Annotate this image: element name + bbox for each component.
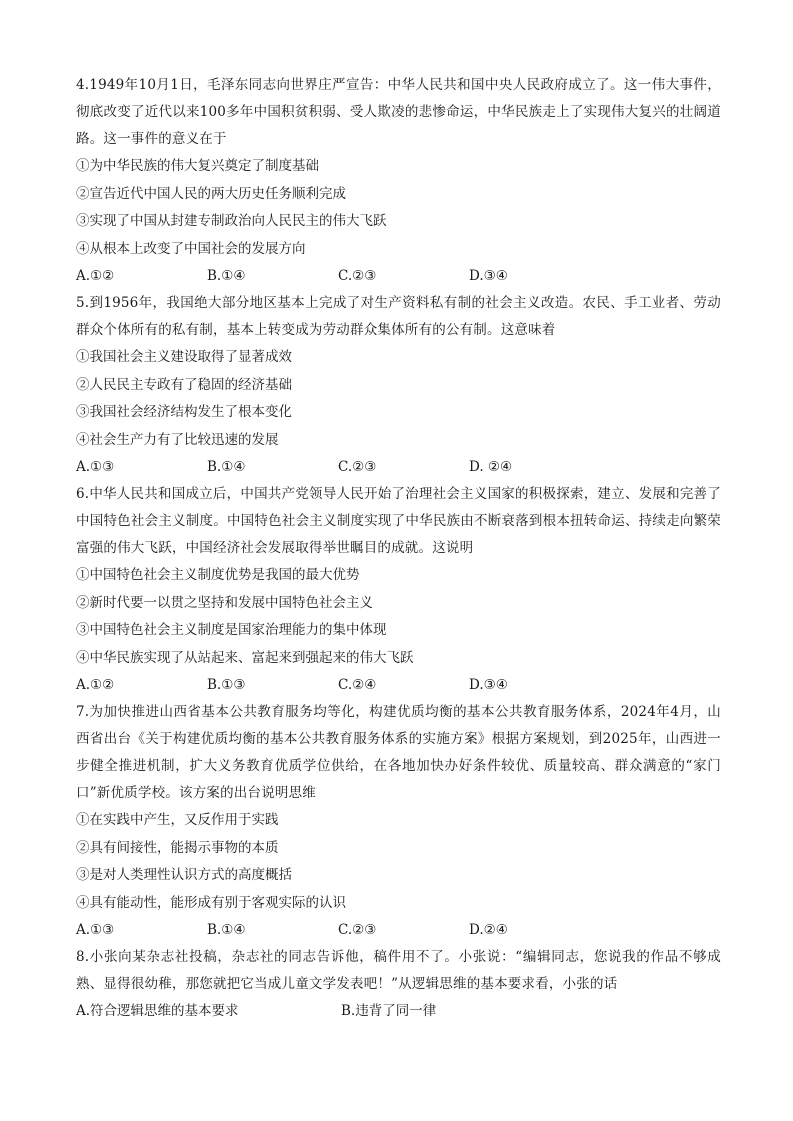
choice-d: D. ②④ — [469, 459, 513, 475]
question-stem: 6.中华人民共和国成立后，中国共产党领导人民开始了治理社会主义国家的积极探索，建立、发展和完善了中国特色社会主义制度。中国特色社会主义制度实现了中华民族由不断衰落到根本扭转命运、持续走向繁荣富强的伟大飞跃，中国经济社会发展取得举世瞩目的成就。这说明 — [76, 486, 721, 556]
choice-d: D.③④ — [469, 677, 508, 693]
question-stem: 8.小张向某杂志社投稿，杂志社的同志告诉他，稿件用不了。小张说：“编辑同志，您说我的作品不够成熟、显得很幼稚，那您就把它当成儿童文学发表吧！”从逻辑思维的基本要求看，小张的话 — [76, 949, 721, 992]
option-statement: ②新时代要一以贯之坚持和发展中国特色社会主义 — [76, 594, 373, 611]
option-statement: ③我国社会经济结构发生了根本变化 — [76, 404, 292, 420]
choice-a: A.①② — [76, 677, 115, 693]
option-statement: ④从根本上改变了中国社会的发展方向 — [76, 240, 306, 257]
choice-c: C.②③ — [338, 268, 377, 284]
answer-choices — [76, 998, 721, 1025]
option-statement: ①在实践中产生，又反作用于实践 — [76, 812, 279, 828]
question-stem: 5.到1956年，我国绝大部分地区基本上完成了对生产资料私有制的社会主义改造。农民、手工业者、劳动群众个体所有的私有制，基本上转变成为劳动群众集体所有的公有制。这意味着 — [76, 295, 721, 338]
choice-d: D.②④ — [469, 922, 508, 938]
question-6 — [76, 481, 721, 699]
answer-choices — [76, 917, 721, 944]
question-5 — [76, 290, 721, 481]
option-statement: ②宣告近代中国人民的两大历史任务顺利完成 — [76, 185, 346, 202]
option-statement: ①中国特色社会主义制度优势是我国的最大优势 — [76, 567, 360, 583]
choice-a: A.①③ — [76, 922, 115, 938]
choice-b: B.①④ — [207, 459, 246, 475]
option-statement: ③是对人类理性认识方式的高度概括 — [76, 867, 292, 883]
question-8 — [76, 944, 721, 1025]
option-statement: ④中华民族实现了从站起来、富起来到强起来的伟大飞跃 — [76, 649, 414, 666]
question-stem: 4.1949年10月1日，毛泽东同志向世界庄严宣告：中华人民共和国中央人民政府成立了。这一伟大事件，彻底改变了近代以来100多年中国积贫积弱、受人欺凌的悲惨命运，中华民族走上了实现伟大复兴的壮阔道路。这一事件的意义在于 — [76, 77, 721, 147]
choice-c: C.②③ — [338, 922, 377, 938]
option-statement: ①为中华民族的伟大复兴奠定了制度基础 — [76, 158, 319, 174]
option-statement: ①我国社会主义建设取得了显著成效 — [76, 349, 292, 365]
option-statement: ②具有间接性，能揭示事物的本质 — [76, 839, 279, 856]
answer-choices — [76, 263, 721, 290]
option-statement: ②人民民主专政有了稳固的经济基础 — [76, 376, 292, 393]
choice-a: A.符合逻辑思维的基本要求 — [76, 1003, 239, 1019]
choice-c: C.②③ — [338, 459, 377, 475]
choice-c: C.②④ — [338, 677, 377, 693]
choice-b: B.①④ — [207, 268, 246, 284]
answer-choices — [76, 672, 721, 699]
option-statement: ③实现了中国从封建专制政治向人民民主的伟大飞跃 — [76, 213, 387, 229]
choice-a: A.①② — [76, 268, 115, 284]
option-statement: ④社会生产力有了比较迅速的发展 — [76, 431, 279, 448]
question-4 — [76, 72, 721, 290]
choice-b: B.①④ — [207, 922, 246, 938]
choice-a: A.①③ — [76, 459, 115, 475]
exam-page — [76, 72, 721, 1025]
option-statement: ③中国特色社会主义制度是国家治理能力的集中体现 — [76, 622, 387, 638]
option-statement: ④具有能动性，能形成有别于客观实际的认识 — [76, 894, 346, 911]
question-7 — [76, 699, 721, 944]
answer-choices — [76, 454, 721, 481]
question-stem: 7.为加快推进山西省基本公共教育服务均等化，构建优质均衡的基本公共教育服务体系，2024年4月，山西省出台《关于构建优质均衡的基本公共教育服务体系的实施方案》根据方案规划，到2025年，山西进一步健全推进机制，扩大义务教育优质学位供给，在各地加快办好条件较优、质量较高、群众满意的“家门口”新优质学校。该方案的出台说明思维 — [76, 704, 721, 801]
choice-d: D.③④ — [469, 268, 508, 284]
choice-b: B.①③ — [207, 677, 246, 693]
choice-b: B.违背了同一律 — [341, 1003, 437, 1019]
